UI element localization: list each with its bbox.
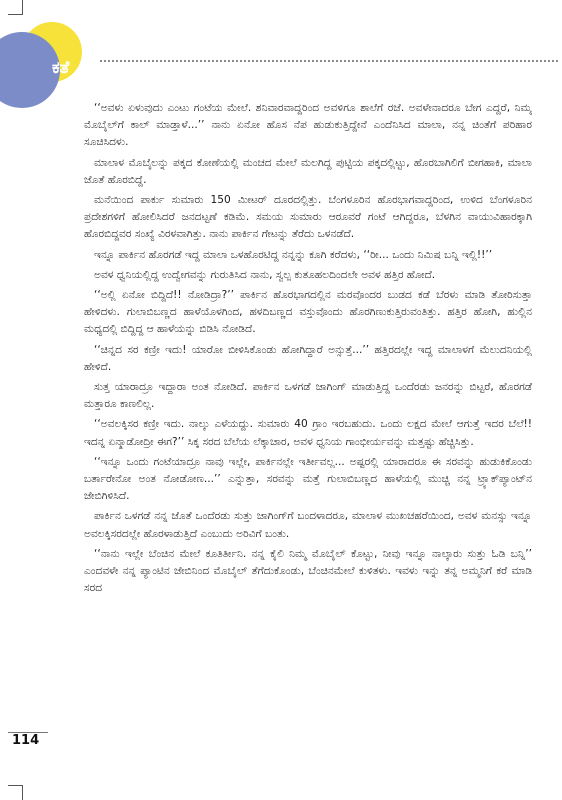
crop-mark-bottom-left bbox=[8, 785, 23, 800]
paragraph: ‘‘ಇನ್ನೂ ಒಂದು ಗಂಟೆಯಾದ್ರೂ ನಾವು ಇಲ್ಲೇ, ಪಾರ್ಕಿನಲ್ಲೇ ಇರ್ತೀವಲ್ಲ... ಅಷ್ಟರಲ್ಲಿ ಯಾರಾದರೂ ಈ ಸರವನ್ನು ಹುಡುಕಿಕೊಂಡು ಬರ್ತಾರೇನೋ ಅಂತ ನೋಡೋಣ...’’ ಎನ್ನುತ್ತಾ, ಸರವನ್ನು ಮತ್ತೆ ಗುಲಾಬಿಬಣ್ಣದ ಹಾಳೆಯಲ್ಲಿ ಮುಚ್ಚಿ ನನ್ನ ಟ್ರ್ಯಾಕ್‌ಪ್ಯಾಂಟ್‌ನ ಜೇಬಿಗಿಳಿಸಿದೆ. bbox=[84, 455, 532, 503]
header-dotted-rule bbox=[100, 60, 558, 62]
decorative-circles bbox=[0, 22, 102, 112]
crop-mark-top-left bbox=[8, 0, 23, 15]
paragraph: ಮನೆಯಿಂದ ಪಾರ್ಕು ಸುಮಾರು 150 ಮೀಟರ್ ದೂರದಲ್ಲಿತ್ತು. ಬೆಂಗಳೂರಿನ ಹೊರಭಾಗವಾದ್ದರಿಂದ, ಉಳಿದ ಬೆಂಗಳೂರಿನ ಪ್ರದೇಶಗಳಿಗೆ ಹೋಲಿಸಿದರೆ ಜನದಟ್ಟಣೆ ಕಡಿಮೆ. ಸಮಯ ಸುಮಾರು ಆರೂವರೆ ಗಂಟೆ ಆಗಿದ್ದರೂ, ಬೆಳಗಿನ ವಾಯುವಿಹಾರಕ್ಕಾಗಿ ಹೊರಬಿದ್ದವರ ಸಂಖ್ಯೆ ವಿರಳವಾಗಿತ್ತು. ನಾನು ಪಾರ್ಕಿನ ಗೇಟನ್ನು ತೆರೆದು ಒಳನಡೆದೆ. bbox=[84, 194, 532, 241]
paragraph: ‘‘ಅವಲಕ್ಕಿಸರ ಕಣ್ರೀ ಇದು. ನಾಲ್ಕು ಎಳೆಯದ್ದು. ಸುಮಾರು 40 ಗ್ರಾಂ ಇರಬಹುದು. ಒಂದು ಲಕ್ಷದ ಮೇಲೆ ಆಗುತ್ತೆ ಇದರ ಬೆಲೆ!! ಇದನ್ನ ಏನ್ಮಾಡೋದ್ರೀ ಈಗ?’’ ಸಿಕ್ಕ ಸರದ ಬೆಲೆಯ ಲೆಕ್ಕಾಚಾರ, ಅವಳ ಧ್ವನಿಯ ಗಾಂಭೀರ್ಯವನ್ನು ಮತ್ತಷ್ಟು ಹೆಚ್ಚಿಸಿತ್ತು. bbox=[84, 418, 532, 448]
paragraph: ‘‘ಅವಳು ಏಳುವುದು ಎಂಟು ಗಂಟೆಯ ಮೇಲೆ. ಶನಿವಾರವಾದ್ದರಿಂದ ಅವಳಿಗೂ ಶಾಲೆಗೆ ರಜೆ. ಅವಳೇನಾದರೂ ಬೇಗ ಎದ್ದರೆ, ನಿಮ್ಮ ಮೊಬೈಲ್‌ಗೆ ಕಾಲ್ ಮಾಡ್ತಾಳೆ...’’ ನಾನು ಏನೋ ಹೊಸ ನೆಪ ಹುಡುಕುತ್ತಿದ್ದೇನೆ ಎಂದೆನಿಸಿದ ಮಾಲಾ, ನನ್ನ ಚಿಂತೆಗೆ ಪರಿಹಾರ ಸೂಚಿಸಿದಳು. bbox=[84, 102, 532, 149]
paragraph: ‘‘ಅಲ್ಲಿ ಏನೋ ಬಿದ್ದಿದೆ!! ನೋಡಿದ್ರಾ?’’ ಪಾರ್ಕಿನ ಹೊರಭಾಗದಲ್ಲಿನ ಮರವೊಂದರ ಬುಡದ ಕಡೆ ಬೆರಳು ಮಾಡಿ ತೋರಿಸುತ್ತಾ ಹೇಳಿದಳು. ಗುಲಾಬಿಬಣ್ಣದ ಹಾಳೆಯೊಳಗಿಂದ, ಹಳದಿಬಣ್ಣದ ವಸ್ತುವೊಂದು ಹೊರಗಿಣುಕುತ್ತಿರುವಂತಿತ್ತು. ಹತ್ತಿರ ಹೋಗಿ, ಹುಲ್ಲಿನ ಮಧ್ಯದಲ್ಲಿ ಬಿದ್ದಿದ್ದ ಆ ಹಾಳೆಯನ್ನು ಬಿಡಿಸಿ ನೋಡಿದೆ. bbox=[84, 289, 532, 336]
story-text bbox=[84, 100, 532, 755]
paragraph: ಸುತ್ತ ಯಾರಾದ್ರೂ ಇದ್ದಾರಾ ಅಂತ ನೋಡಿದೆ. ಪಾರ್ಕಿನ ಒಳಗಡೆ ಜಾಗಿಂಗ್ ಮಾಡುತ್ತಿದ್ದ ಒಂದೆರಡು ಜನರನ್ನು ಬಿಟ್ಟರೆ, ಹೊರಗಡೆ ಮತ್ತಾರೂ ಕಾಣಲಿಲ್ಲ. bbox=[84, 381, 532, 411]
page-number: 114 bbox=[12, 733, 40, 748]
paragraph: ಪಾರ್ಕಿನ ಒಳಗಡೆ ನನ್ನ ಜೊತೆ ಒಂದೆರಡು ಸುತ್ತು ಜಾಗಿಂಗ್‌ಗೆ ಬಂದಳಾದರೂ, ಮಾಲಾಳ ಮುಖಚಹರೆಯಿಂದ, ಅವಳ ಮನಸ್ಸು ಇನ್ನೂ ಅವಲಕ್ಕಿಸರದಲ್ಲೇ ಹೊರಳಾಡುತ್ತಿದೆ ಎಂಬುದು ಅರಿವಿಗೆ ಬಂತು. bbox=[84, 510, 532, 540]
section-label: ಕತೆ bbox=[52, 58, 70, 78]
paragraph: ‘‘ಚಿನ್ನದ ಸರ ಕಣ್ರೀ ಇದು! ಯಾರೋ ಬೀಳಿಸಿಕೊಂಡು ಹೋಗಿದ್ದಾರೆ ಅನ್ಸುತ್ತೆ...’’ ಹತ್ತಿರದಲ್ಲೇ ಇದ್ದ ಮಾಲಾಳಗೆ ಮೆಲುದನಿಯಲ್ಲಿ ಹೇಳಿದೆ. bbox=[84, 343, 532, 373]
paragraph: ‘‘ನಾನು ಇಲ್ಲೇ ಬೆಂಚಿನ ಮೇಲೆ ಕೂತಿರ್ತೀನಿ. ನನ್ನ ಕೈಲಿ ನಿಮ್ಮ ಮೊಬೈಲ್ ಕೊಟ್ಟು, ನೀವು ಇನ್ನೂ ನಾಲ್ಕಾರು ಸುತ್ತು ಓಡಿ ಬನ್ನಿ’’ ಎಂದವಳೇ ನನ್ನ ಪ್ಯಾಂಟಿನ ಜೇಬಿನಿಂದ ಮೊಬೈಲ್ ತೆಗೆದುಕೊಂಡು, ಬೆಂಚಿನಮೇಲೆ ಕುಳಿತಳು. ಇವಳು ಇನ್ನು ತನ್ನ ಅಮ್ಮನಿಗೆ ಕರೆ ಮಾಡಿ ಸರದ bbox=[84, 547, 532, 595]
paragraph: ಅವಳ ಧ್ವನಿಯಲ್ಲಿದ್ದ ಉದ್ವೇಗವನ್ನು ಗುರುತಿಸಿದ ನಾನು, ಸ್ವಲ್ಪ ಕುತೂಹಲದಿಂದಲೇ ಅವಳ ಹತ್ತಿರ ಹೋದೆ. bbox=[94, 268, 436, 281]
paragraph: ಇನ್ನೂ ಪಾರ್ಕಿನ ಹೊರಗಡೆ ಇದ್ದ ಮಾಲಾ ಒಳಹೊರಟಿದ್ದ ನನ್ನನ್ನು ಕೂಗಿ ಕರೆದಳು, ‘‘ರೀ... ಒಂದು ನಿಮಿಷ ಬನ್ನಿ ಇಲ್ಲಿ!!’’ bbox=[94, 248, 493, 261]
paragraph: ಮಾಲಾಳ ಮೊಬೈಲನ್ನು ಪಕ್ಕದ ಕೋಣೆಯಲ್ಲಿ ಮಂಚದ ಮೇಲೆ ಮಲಗಿದ್ದ ಪುಟ್ಟಿಯ ಪಕ್ಕದಲ್ಲಿಟ್ಟು, ಹೊರಬಾಗಿಲಿಗೆ ಬೀಗಹಾಕಿ, ಮಾಲಾ ಜೊತೆ ಹೊರಬಿದ್ದೆ. bbox=[84, 156, 532, 186]
